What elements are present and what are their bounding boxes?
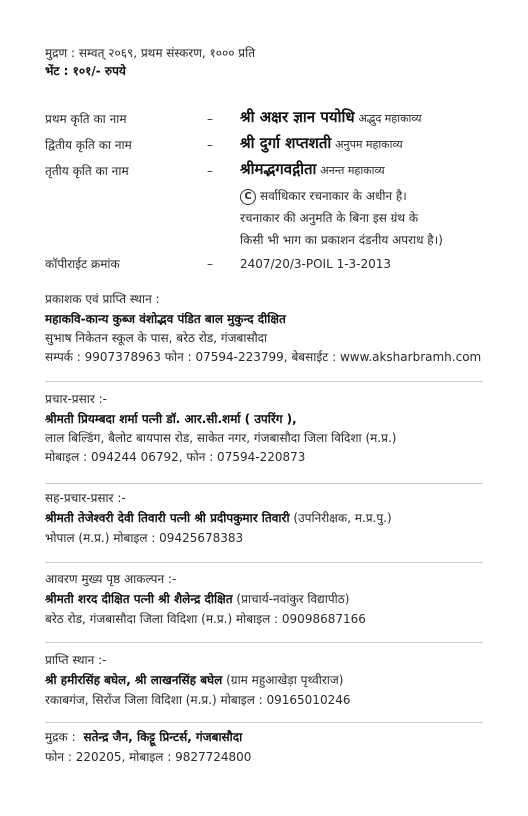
work-3-title: श्रीमद्भगवद्गीता (240, 160, 317, 178)
section-divider (45, 722, 483, 723)
section-divider (45, 642, 483, 643)
section-divider (45, 562, 483, 563)
publisher-address: सुभाष निकेतन स्कूल के पास, बरेठ रोड, गंजबासौदा (45, 331, 268, 345)
work-1-title-line (240, 107, 422, 129)
cover-name-line (45, 591, 349, 607)
cover-note: (प्राचार्य-नवांकुर विद्यापीठ) (236, 592, 350, 606)
work-2-subtitle: अनुपम महाकाव्य (335, 138, 403, 151)
work-1-dash: – (207, 112, 213, 126)
cover-contact: बरेठ रोड, गंजबासौदा जिला विदिशा (म.प्र.) मोबाइल : 09098687166 (45, 612, 366, 626)
cover-heading: आवरण मुख्य पृष्ठ आकल्पन :- (45, 572, 177, 586)
copyright-icon: C (240, 189, 256, 205)
publisher-heading: प्रकाशक एवं प्राप्ति स्थान : (45, 292, 160, 306)
promotion-contact: मोबाइल : 094244 06792, फोन : 07594-220873 (45, 450, 306, 464)
work-1-label: प्रथम कृति का नाम (45, 112, 127, 126)
printer-name: सतेन्द्र जैन, किट्टू प्रिन्टर्स, गंजबासौदा (83, 730, 243, 744)
cover-name: श्रीमती शरद दीक्षित पत्नी श्री शैलेन्द्र दीक्षित (45, 592, 233, 606)
printer-contact: फोन : 220205, मोबाइल : 9827724800 (45, 750, 252, 764)
copyright-no-value: 2407/20/3-POIL 1-3-2013 (240, 257, 392, 271)
promotion-address: लाल बिल्डिंग, बैलोट बायपास रोड, साकेत नगर, गंजबासौदा जिला विदिशा (म.प्र.) (45, 431, 397, 445)
work-3-label: तृतीय कृति का नाम (45, 164, 129, 178)
receipt-note: (ग्राम महुआखेड़ा पृथ्वीराज) (226, 673, 344, 687)
co-promotion-name: श्रीमती तेजेश्वरी देवी तिवारी पत्नी श्री प्रदीपकुमार तिवारी (45, 511, 290, 525)
co-promotion-heading: सह-प्रचार-प्रसार :- (45, 491, 126, 505)
printer-line (45, 729, 242, 745)
copyright-no-label: कॉपीराईट क्रमांक (45, 257, 120, 271)
work-2-label: द्वितीय कृति का नाम (45, 138, 132, 152)
work-1-subtitle: अद्भुद महाकाव्य (358, 112, 422, 125)
receipt-name: श्री हमीरसिंह बघेल, श्री लाखनसिंह बघेल (45, 673, 223, 687)
copyright-line-2: रचनाकार की अनुमति के बिना इस ग्रंथ के (240, 211, 419, 225)
copyright-text-1: सर्वाधिकार रचनाकार के अधीन है। (260, 189, 407, 203)
gift-price-line: भेंट : १०१/- रुपये (45, 64, 126, 78)
receipt-heading: प्राप्ति स्थान :- (45, 653, 107, 667)
promotion-name: श्रीमती प्रियम्बदा शर्मा पत्नी डॉ. आर.सी.शर्मा ( उपरिंग ), (45, 412, 297, 426)
co-promotion-name-line (45, 510, 392, 526)
work-1-title: श्री अक्षर ज्ञान पयोधि (240, 108, 355, 126)
copyright-no-dash: – (207, 257, 213, 271)
work-3-title-line (240, 159, 385, 181)
work-2-dash: – (207, 138, 213, 152)
work-3-subtitle: अनन्त महाकाव्य (320, 164, 385, 177)
publisher-contact: सम्पर्क : 9907378963 फोन : 07594-223799, बेबसाईट : www.aksharbramh.com (45, 350, 482, 364)
copyright-line-1 (240, 188, 407, 205)
work-2-title-line (240, 133, 403, 155)
work-2-title: श्री दुर्गा शप्तशती (240, 134, 332, 152)
section-divider (45, 483, 483, 484)
edition-line: मुद्रण : सम्वत् २०६९, प्रथम संस्करण, १००० प्रति (45, 46, 256, 60)
printer-label: मुद्रक : (45, 730, 76, 744)
receipt-contact: रकाबगंज, सिरोंज जिला विदिशा (म.प्र.) मोबाइल : 09165010246 (45, 693, 351, 707)
publisher-name: महाकवि-कान्य कुब्ज वंशोद्भव पंडित बाल मुकुन्द दीक्षित (45, 312, 286, 326)
promotion-heading: प्रचार-प्रसार :- (45, 392, 107, 406)
receipt-name-line (45, 672, 343, 688)
co-promotion-note: (उपनिरीक्षक, म.प्र.पु.) (293, 511, 392, 525)
co-promotion-contact: भोपाल (म.प्र.) मोबाइल : 09425678383 (45, 531, 244, 545)
work-3-dash: – (207, 164, 213, 178)
section-divider (45, 381, 483, 382)
copyright-line-3: किसी भी भाग का प्रकाशन दंडनीय अपराध है।) (240, 233, 443, 247)
